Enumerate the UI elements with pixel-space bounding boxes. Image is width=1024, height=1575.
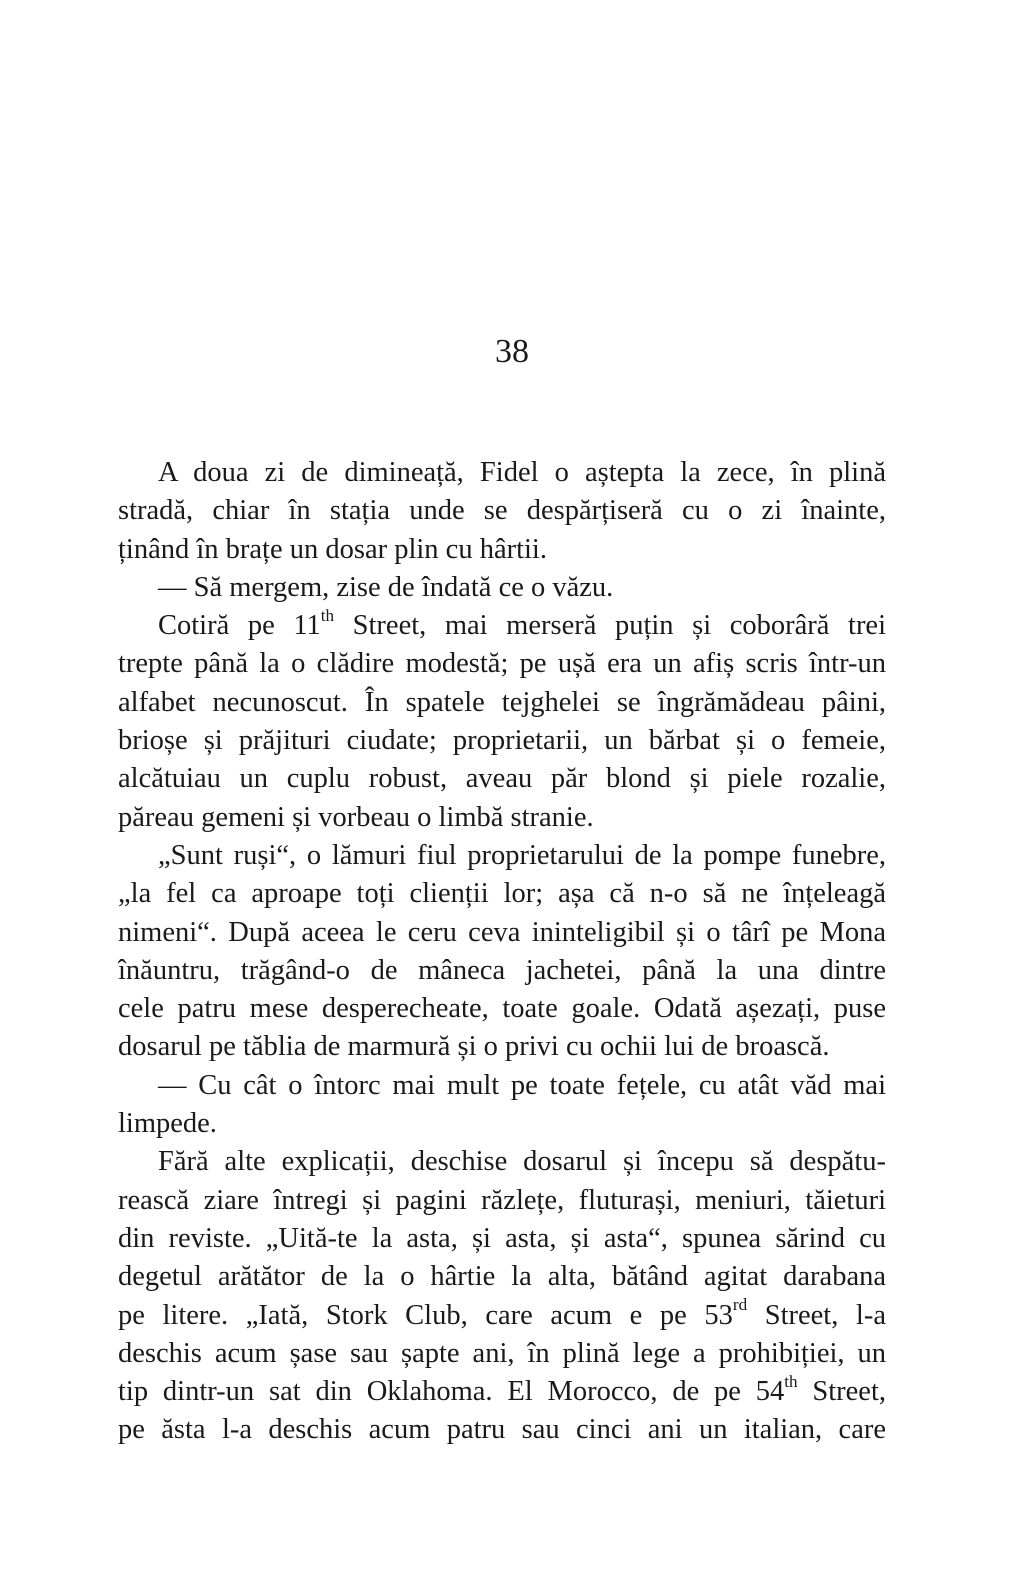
text-line: limpede. xyxy=(118,1108,217,1140)
text-line xyxy=(118,1373,886,1411)
text-line: înăuntru, trăgând-o de mâneca jachetei, până la una dintre xyxy=(118,954,886,986)
text-line: din reviste. „Uită-te la asta, și asta, și asta“, spunea sărind cu xyxy=(118,1222,886,1254)
text-segment: Street, l-a xyxy=(747,1299,886,1331)
text-line: alcătuiau un cuplu robust, aveau păr blond și piele rozalie, xyxy=(118,763,886,795)
text-line: brioșe și prăjituri ciudate; proprietarii, un bărbat și o femeie, xyxy=(118,725,886,757)
text-line xyxy=(118,1297,886,1335)
text-line: cele patru mese desperecheate, toate goale. Odată așezați, puse xyxy=(118,993,886,1025)
text-line: alfabet necunoscut. În spatele tejghelei se îngrămădeau pâini, xyxy=(118,686,886,718)
text-line: — Să mergem, zise de îndată ce o văzu. xyxy=(158,571,614,603)
text-line: ținând în brațe un dosar plin cu hârtii. xyxy=(118,533,547,565)
text-segment: Cotiră pe 11 xyxy=(158,610,321,642)
text-line: pe ăsta l-a deschis acum patru sau cinci ani un italian, care xyxy=(118,1414,886,1446)
text-line: nimeni“. După aceea le ceru ceva ininteligibil și o târî pe Mona xyxy=(118,916,886,948)
text-line: păreau gemeni și vorbeau o limbă stranie. xyxy=(118,801,594,833)
text-segment: tip dintr-un sat din Oklahoma. El Morocco, de pe 54 xyxy=(118,1376,785,1408)
chapter-number: 38 xyxy=(495,333,529,370)
ordinal-suffix: th xyxy=(784,1373,798,1392)
text-line: „Sunt ruși“, o lămuri fiul proprietarului de la pompe funebre, xyxy=(158,839,886,871)
text-segment: pe litere. „Iată, Stork Club, care acum e pe 53 xyxy=(118,1299,733,1331)
ordinal-suffix: rd xyxy=(732,1296,748,1315)
text-segment: Street, mai merseră puțin și coborâră trei xyxy=(334,610,886,642)
text-line: degetul arătător de la o hârtie la alta, bătând agitat darabana xyxy=(118,1261,886,1293)
text-line: rească ziare întregi și pagini răzlețe, fluturași, meniuri, tăieturi xyxy=(118,1184,886,1216)
text-line: deschis acum șase sau șapte ani, în plină lege a prohibiției, un xyxy=(118,1337,886,1369)
text-line: A doua zi de dimineață, Fidel o aștepta la zece, în plină xyxy=(158,457,886,488)
ordinal-suffix: th xyxy=(320,607,335,626)
text-line: trepte până la o clădire modestă; pe ușă era un afiș scris într-un xyxy=(118,648,886,680)
text-line: Fără alte explicații, deschise dosarul și începu să despătu- xyxy=(158,1146,886,1178)
text-line: — Cu cât o întorc mai mult pe toate fețele, cu atât văd mai xyxy=(158,1069,886,1101)
text-segment: Street, xyxy=(797,1376,886,1408)
body-text xyxy=(118,454,886,1450)
text-line: dosarul pe tăblia de marmură și o privi cu ochii lui de broască. xyxy=(118,1031,830,1063)
text-line: „la fel ca aproape toți clienții lor; așa că n-o să ne înțeleagă xyxy=(118,878,886,910)
text-line xyxy=(118,607,886,645)
text-line: stradă, chiar în stația unde se despărțiseră cu o zi înainte, xyxy=(118,495,886,527)
